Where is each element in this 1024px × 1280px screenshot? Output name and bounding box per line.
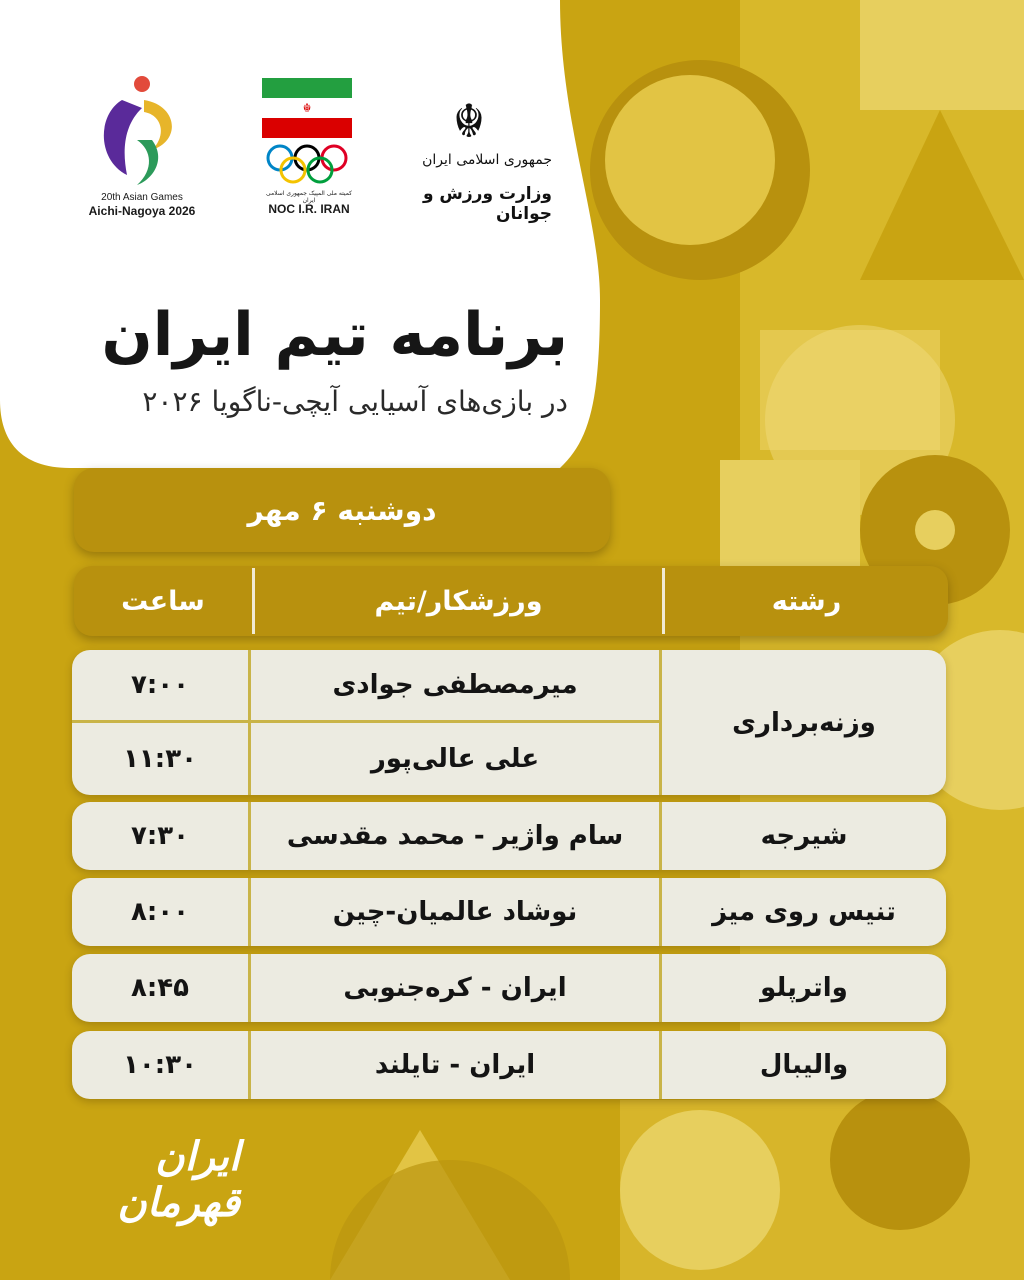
iran-ghahreman-logo: ایران قهرمان [117, 1134, 240, 1226]
athlete-cell: میرمصطفی جوادی [332, 670, 578, 700]
iran-flag-icon: ☬ [262, 78, 352, 138]
asian-games-line1: 20th Asian Games [101, 192, 183, 203]
noc-script-text: کمیته ملی المپیک جمهوری اسلامی ایران [265, 190, 353, 204]
athlete-cell: نوشاد عالمیان-چین [332, 897, 578, 927]
table-row [72, 954, 946, 1022]
column-header-time: ساعت [121, 585, 205, 617]
time-cell: ۸:۰۰ [131, 897, 190, 927]
asian-games-line2: Aichi-Nagoya 2026 [88, 204, 196, 218]
column-header-athlete: ورزشکار/تیم [374, 585, 543, 617]
column-divider [248, 650, 251, 795]
table-row [72, 1031, 946, 1099]
discipline-cell: والیبال [759, 1050, 849, 1080]
time-cell: ۱۱:۳۰ [123, 744, 197, 774]
discipline-cell: شیرجه [760, 821, 848, 851]
time-cell: ۱۰:۳۰ [123, 1050, 197, 1080]
noc-caption: NOC I.R. IRAN [268, 202, 350, 216]
column-header-discipline: رشته [771, 585, 842, 617]
discipline-cell: واترپلو [760, 973, 848, 1003]
ministry-logo [392, 94, 552, 224]
athlete-cell: علی عالی‌پور [370, 744, 540, 774]
discipline-cell: تنیس روی میز [712, 897, 896, 927]
table-row [72, 878, 946, 946]
asian-games-emblem-icon [82, 70, 202, 190]
table-header [74, 566, 948, 636]
athlete-cell: ایران - تایلند [374, 1050, 536, 1080]
ministry-line1: جمهوری اسلامی ایران [422, 152, 552, 168]
noc-iran-logo [262, 78, 356, 218]
discipline-cell: وزنه‌برداری [732, 707, 876, 738]
page-title: برنامه تیم ایران [101, 300, 568, 370]
athlete-cell: سام واژیر - محمد مقدسی [286, 821, 624, 851]
time-cell: ۸:۴۵ [131, 973, 190, 1003]
time-cell: ۷:۳۰ [131, 821, 190, 851]
table-row [72, 650, 946, 795]
iran-emblem-icon: ☬ [452, 94, 486, 148]
asian-games-logo [82, 70, 202, 220]
time-cell: ۷:۰۰ [131, 670, 190, 700]
table-row [72, 802, 946, 870]
ministry-line2: وزارت ورزش و جوانان [422, 184, 552, 224]
page-subtitle: در بازی‌های آسیایی آیچی-ناگویا ۲۰۲۶ [142, 385, 568, 418]
date-label: دوشنبه ۶ مهر [74, 468, 610, 552]
athlete-cell: ایران - کره‌جنوبی [343, 973, 567, 1003]
olympic-rings-icon [262, 142, 352, 186]
